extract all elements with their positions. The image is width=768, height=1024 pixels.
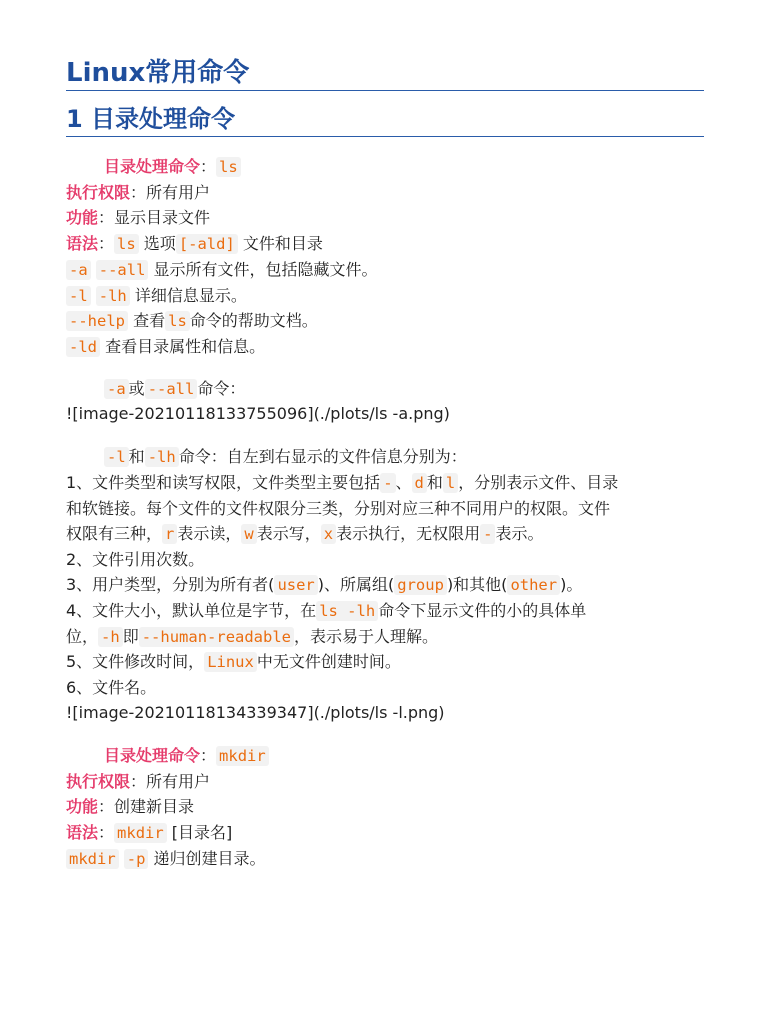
option-code: --all <box>145 379 198 399</box>
item-1-line-c <box>66 522 706 546</box>
item-text: 中无文件创建时间。 <box>256 652 401 671</box>
perm-code: r <box>162 524 177 544</box>
ls-option-l-line <box>66 284 706 308</box>
dunhao: 、 <box>395 473 412 492</box>
item-6: 6、文件名。 <box>66 678 157 697</box>
item-text: 表示。 <box>495 524 544 543</box>
page-title: Linux常用命令 <box>66 56 704 91</box>
permission-label: 执行权限 <box>66 772 131 791</box>
option-description: 显示所有文件，包括隐藏文件。 <box>153 260 378 279</box>
permission-value: 所有用户 <box>146 183 211 202</box>
image-reference: ![image-20210118133755096](./plots/ls -a.png) <box>66 404 450 423</box>
option-code: --all <box>96 260 149 280</box>
command-label: 目录处理命令 <box>104 746 201 765</box>
or-text: 或 <box>128 379 145 398</box>
command-colon: 命令： <box>197 379 246 398</box>
perm-code: x <box>321 524 336 544</box>
item-text: 命令下显示文件的小的具体单 <box>378 601 587 620</box>
image-reference: ![image-20210118134339347](./plots/ls -l.png) <box>66 703 445 722</box>
permission-value: 所有用户 <box>146 772 211 791</box>
option-code: -a <box>104 379 129 399</box>
item-text: )。 <box>560 575 583 594</box>
option-code: -h <box>98 627 123 647</box>
item-text: 表示读， <box>177 524 242 543</box>
colon: ： <box>98 823 115 842</box>
ji-text: 即 <box>122 627 139 646</box>
option-code: -l <box>104 447 129 467</box>
ls-code: ls <box>216 157 241 177</box>
ls-syntax-line <box>66 232 706 256</box>
item-text: 权限有三种， <box>66 524 163 543</box>
other-code: other <box>507 575 560 595</box>
option-description: 查看 <box>133 311 166 330</box>
heading-tail: 命令：自左到右显示的文件信息分别为： <box>178 447 467 466</box>
option-description: 递归创建目录。 <box>153 849 266 868</box>
and-text: 和 <box>128 447 145 466</box>
option-description: 详细信息显示。 <box>134 286 247 305</box>
option-code: --help <box>66 311 128 331</box>
user-code: user <box>274 575 317 595</box>
mkdir-code: mkdir <box>216 746 269 766</box>
item-2: 2、文件引用次数。 <box>66 550 205 569</box>
syntax-code: ls <box>114 234 139 254</box>
item-4-line-a <box>66 599 706 623</box>
option-code: -ld <box>66 337 100 357</box>
ls-command-heading <box>104 155 744 179</box>
syntax-text: 选项 <box>143 234 176 253</box>
option-code: ls <box>165 311 190 331</box>
ls-option-a-line <box>66 258 706 282</box>
item-text: 3、用户类型，分别为所有者( <box>66 575 275 594</box>
mkdir-permission-line <box>66 770 706 794</box>
colon: ： <box>98 234 115 253</box>
syntax-text: [目录名] <box>171 823 233 842</box>
item-1-line-a <box>66 471 706 495</box>
item-5 <box>66 650 706 674</box>
syntax-text: 文件和目录 <box>242 234 323 253</box>
option-code: --human-readable <box>139 627 294 647</box>
function-label: 功能 <box>66 208 99 227</box>
group-code: group <box>394 575 447 595</box>
option-code: -a <box>66 260 91 280</box>
option-description: 命令的帮助文档。 <box>189 311 318 330</box>
item-text: ，表示易于人理解。 <box>294 627 439 646</box>
type-code: - <box>380 473 395 493</box>
colon: ： <box>98 797 115 816</box>
type-code: l <box>443 473 458 493</box>
mkdir-function-line <box>66 795 706 819</box>
item-1-line-b: 和软链接。每个文件的文件权限分三类，分别对应三种不同用户的权限。文件 <box>66 499 611 518</box>
type-code: d <box>412 473 427 493</box>
syntax-options-code: [-ald] <box>176 234 238 254</box>
item-text: 5、文件修改时间， <box>66 652 205 671</box>
option-code: -lh <box>145 447 179 467</box>
option-description: 查看目录属性和信息。 <box>105 337 266 356</box>
item-text: 4、文件大小，默认单位是字节，在 <box>66 601 317 620</box>
permission-label: 执行权限 <box>66 183 131 202</box>
syntax-label: 语法 <box>66 823 99 842</box>
section-heading: 1 目录处理命令 <box>66 102 704 137</box>
mkdir-command-heading <box>104 744 744 768</box>
function-value: 创建新目录 <box>114 797 195 816</box>
command-label: 目录处理命令 <box>104 157 201 176</box>
colon: ： <box>200 157 217 176</box>
space <box>91 260 96 279</box>
colon: ： <box>130 183 147 202</box>
item-text: )、所属组( <box>317 575 395 594</box>
syntax-label: 语法 <box>66 234 99 253</box>
item-text: 表示写， <box>256 524 321 543</box>
function-value: 显示目录文件 <box>114 208 211 227</box>
command-code: ls -lh <box>316 601 378 621</box>
ls-function-line <box>66 206 706 230</box>
item-3 <box>66 573 706 597</box>
space <box>119 849 124 868</box>
ls-permission-line <box>66 181 706 205</box>
colon: ： <box>130 772 147 791</box>
option-code: -lh <box>96 286 130 306</box>
perm-code: - <box>480 524 495 544</box>
ls-a-heading <box>104 377 744 401</box>
ls-option-help-line <box>66 309 706 333</box>
function-label: 功能 <box>66 797 99 816</box>
syntax-code: mkdir <box>114 823 167 843</box>
ls-l-heading <box>104 445 744 469</box>
item-text: 表示执行，无权限用 <box>336 524 481 543</box>
colon: ： <box>98 208 115 227</box>
mkdir-syntax-line <box>66 821 706 845</box>
item-text: 1、文件类型和读写权限，文件类型主要包括 <box>66 473 381 492</box>
item-text: ，分别表示文件、目录 <box>458 473 619 492</box>
space <box>91 286 96 305</box>
linux-code: Linux <box>204 652 257 672</box>
item-text: 位， <box>66 627 99 646</box>
option-code: -p <box>124 849 149 869</box>
and-text: 和 <box>426 473 443 492</box>
mkdir-option-p-line <box>66 847 706 871</box>
perm-code: w <box>241 524 256 544</box>
item-text: )和其他( <box>446 575 508 594</box>
option-code: -l <box>66 286 91 306</box>
item-4-line-b <box>66 625 706 649</box>
ls-option-ld-line <box>66 335 706 359</box>
colon: ： <box>200 746 217 765</box>
option-code: mkdir <box>66 849 119 869</box>
